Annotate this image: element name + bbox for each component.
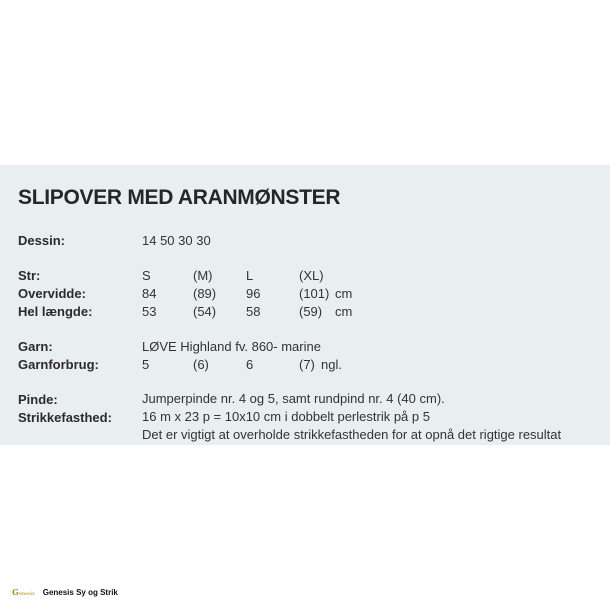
strikkefasthed-label: Strikkefasthed: bbox=[18, 410, 112, 425]
size-s: S bbox=[142, 268, 151, 283]
genesis-logo bbox=[12, 587, 35, 597]
hel-laengde-xl: (59) bbox=[299, 304, 323, 319]
size-label: Str: bbox=[18, 268, 41, 283]
size-xl: (XL) bbox=[299, 268, 324, 283]
logo-text: enesis bbox=[18, 591, 35, 597]
pinde-value: Jumperpinde nr. 4 og 5, samt rundpind nr. 4 (40 cm). bbox=[142, 391, 445, 406]
hel-laengde-l: 58 bbox=[246, 304, 261, 319]
overvidde-m: (89) bbox=[193, 286, 217, 301]
hel-laengde-unit: cm bbox=[335, 304, 353, 319]
pinde-label: Pinde: bbox=[18, 392, 58, 407]
strikkefasthed-note: Det er vigtigt at overholde strikkefastheden for at opnå det rigtige resultat bbox=[142, 427, 562, 442]
garn-label: Garn: bbox=[18, 339, 53, 354]
garn-value: LØVE Highland fv. 860- marine bbox=[142, 339, 321, 354]
dessin-label: Dessin: bbox=[18, 233, 65, 248]
overvidde-s: 84 bbox=[142, 286, 157, 301]
garnforbrug-s: 5 bbox=[142, 357, 150, 372]
footer bbox=[12, 586, 118, 598]
hel-laengde-s: 53 bbox=[142, 304, 157, 319]
garnforbrug-xl: (7) bbox=[299, 357, 315, 372]
size-m: (M) bbox=[193, 268, 213, 283]
size-l: L bbox=[246, 268, 254, 283]
overvidde-l: 96 bbox=[246, 286, 261, 301]
overvidde-label: Overvidde: bbox=[18, 286, 86, 301]
pattern-title: SLIPOVER MED ARANMØNSTER bbox=[18, 186, 341, 209]
hel-laengde-m: (54) bbox=[193, 304, 217, 319]
garnforbrug-label: Garnforbrug: bbox=[18, 357, 99, 372]
logo-letter: G bbox=[12, 587, 19, 597]
brand-name: Genesis Sy og Strik bbox=[42, 587, 118, 597]
garnforbrug-l: 6 bbox=[246, 357, 254, 372]
strikkefasthed-value: 16 m x 23 p = 10x10 cm i dobbelt perlestrik på p 5 bbox=[142, 409, 430, 424]
hel-laengde-label: Hel længde: bbox=[18, 304, 93, 319]
garnforbrug-unit: ngl. bbox=[321, 357, 342, 372]
overvidde-xl: (101) bbox=[299, 286, 330, 301]
overvidde-unit: cm bbox=[335, 286, 353, 301]
dessin-value: 14 50 30 30 bbox=[142, 233, 211, 248]
garnforbrug-m: (6) bbox=[193, 357, 209, 372]
